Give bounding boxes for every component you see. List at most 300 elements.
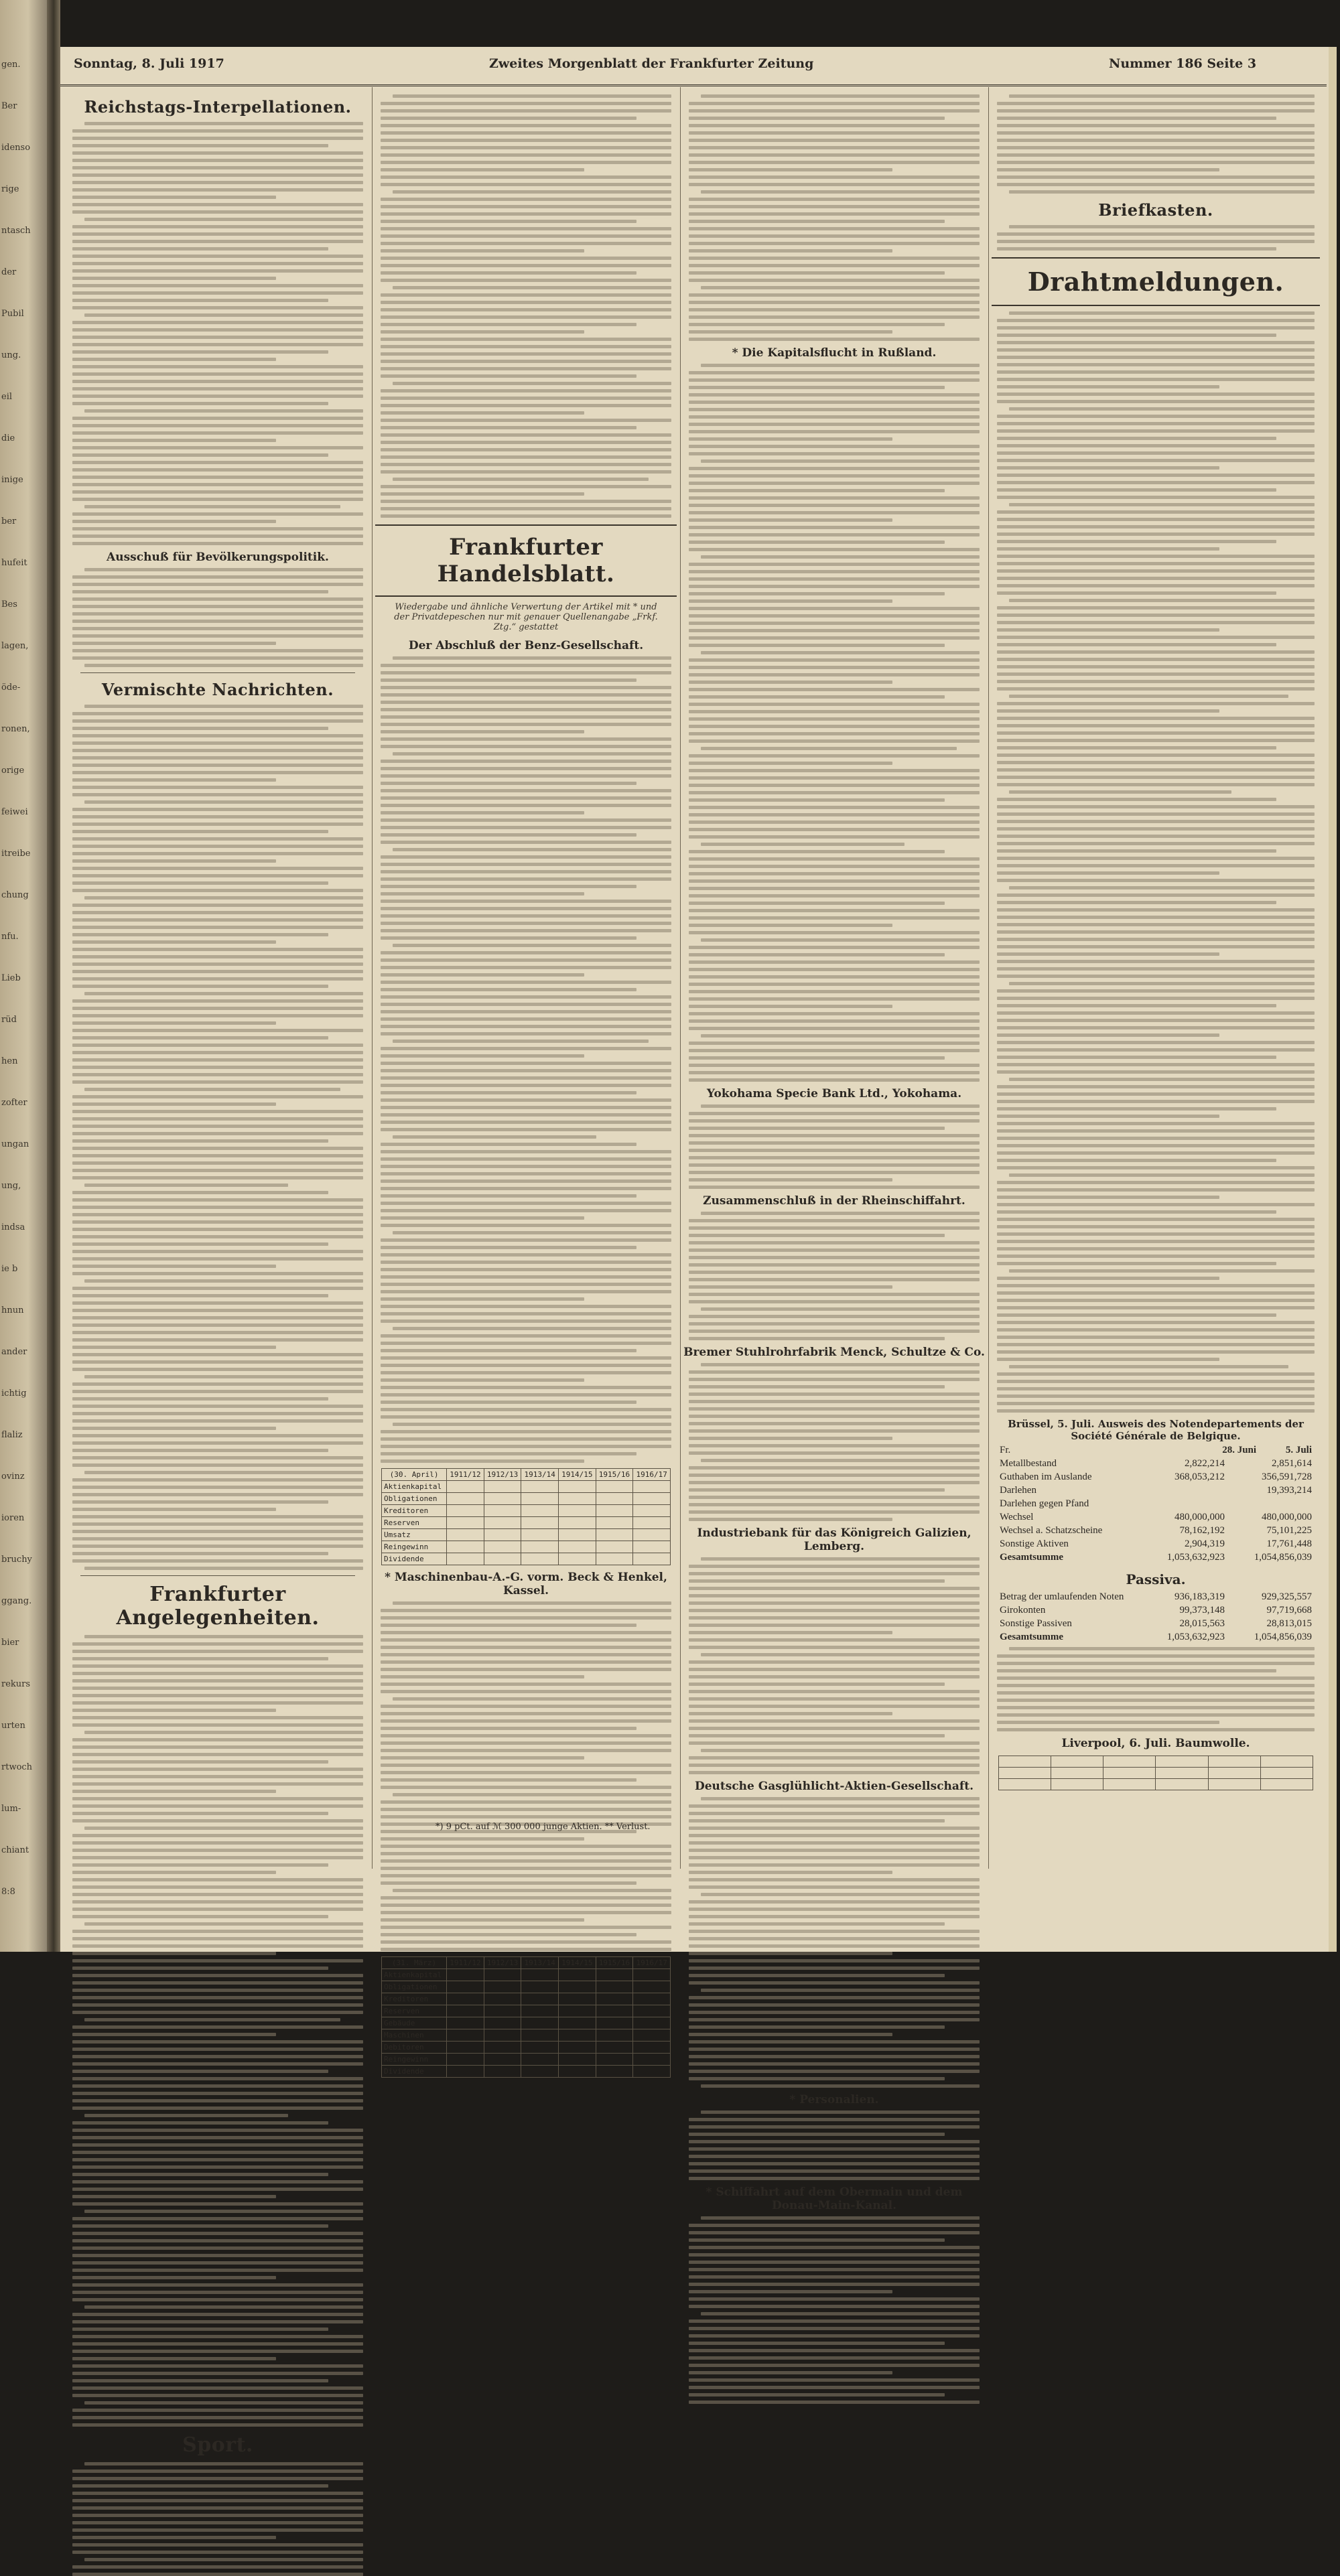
text-line: [84, 2558, 363, 2561]
text-line: [997, 989, 1315, 993]
balance-value-a: 99,373,148: [1179, 1605, 1225, 1616]
text-line: [997, 356, 1315, 359]
text-line: [72, 2313, 363, 2316]
text-line: [689, 695, 945, 699]
table-header-cell: 1911/12: [447, 1469, 484, 1481]
text-line: [72, 1316, 363, 1319]
text-line: [381, 212, 671, 216]
text-line: [689, 1900, 980, 1904]
book-spine: [47, 0, 60, 1952]
table-cell: [1103, 1756, 1156, 1768]
table-row: [382, 1517, 671, 1529]
text-line: [689, 146, 980, 149]
balance-value-a: 2,822,214: [1185, 1458, 1225, 1469]
text-line: [72, 255, 363, 258]
text-line: [689, 1668, 980, 1671]
text-line: [72, 583, 363, 586]
table-cell: [559, 1993, 596, 2005]
text-line: [997, 1262, 1276, 1265]
text-line: [381, 1003, 671, 1006]
text-line: [997, 1033, 1219, 1037]
text-line: [72, 575, 363, 579]
article-title: Industriebank für das Königreich Galizien, Lemberg.: [697, 1526, 972, 1553]
table-cell: [484, 1541, 521, 1553]
text-line: [997, 591, 1276, 595]
text-line: [381, 1918, 584, 1922]
text-line: [689, 857, 980, 861]
text-line: [997, 451, 1315, 455]
text-line: [72, 1191, 328, 1194]
table-cell: [484, 1969, 521, 1981]
table-cell: [596, 2017, 633, 2029]
text-line: [393, 1327, 671, 1330]
text-line: [72, 1937, 363, 1940]
text-line: [72, 1102, 276, 1106]
text-line: [1009, 886, 1315, 889]
text-line: [997, 1358, 1219, 1361]
text-line: [689, 894, 980, 898]
text-line: [72, 1878, 363, 1881]
left-page-fragment: chiant: [1, 1845, 29, 1855]
text-line: [381, 507, 671, 510]
text-line: [701, 1034, 980, 1037]
text-line: [72, 336, 363, 339]
text-line: [689, 2327, 980, 2330]
text-line: [72, 291, 363, 295]
left-page-fragment: der: [1, 267, 17, 277]
table-row: [382, 1505, 671, 1517]
text-line: [689, 1856, 980, 1859]
text-line: [997, 1394, 1315, 1398]
balance-value-a: 1,053,632,923: [1166, 1552, 1225, 1563]
text-line: [72, 1738, 363, 1741]
text-line: [701, 1212, 980, 1215]
adjacent-page-edge: [0, 0, 47, 1952]
text-line: [72, 1723, 363, 1727]
text-line: [72, 749, 363, 752]
text-line: [72, 2269, 363, 2272]
left-page-fragment: hufeit: [1, 558, 27, 568]
text-line: [381, 1216, 584, 1220]
text-line: [72, 1486, 363, 1489]
text-line: [72, 2180, 363, 2184]
text-line: [689, 1572, 980, 1575]
text-line: [381, 671, 671, 674]
text-line: [997, 1706, 1315, 1709]
left-page-fragment: ung,: [1, 1181, 21, 1191]
text-line: [381, 1741, 671, 1745]
table-cell: [559, 1481, 596, 1493]
text-line: [997, 1048, 1315, 1052]
text-line: [689, 1974, 945, 1977]
text-line: [381, 730, 584, 733]
text-line: [72, 2409, 363, 2412]
section-heading: Frankfurter Handelsblatt.: [375, 524, 677, 597]
text-line: [997, 709, 1219, 713]
text-line: [997, 606, 1315, 610]
text-line: [72, 431, 363, 435]
text-line: [997, 319, 1315, 322]
text-line: [381, 855, 671, 859]
text-line: [689, 983, 980, 986]
text-line: [689, 1804, 980, 1808]
text-line: [72, 881, 328, 885]
text-line: [689, 1064, 980, 1067]
text-line: [689, 338, 980, 341]
text-line: [72, 1073, 363, 1076]
text-line: [701, 1989, 980, 1992]
text-line: [381, 1187, 671, 1190]
text-line: [381, 892, 584, 896]
text-line: [381, 1062, 671, 1065]
table-cell: [521, 2017, 559, 2029]
text-line: [72, 859, 276, 863]
text-line: [72, 2232, 363, 2235]
table-cell: [559, 1541, 596, 1553]
text-line: [997, 923, 1315, 926]
text-block: [689, 94, 980, 341]
text-line: [689, 452, 980, 455]
text-line: [72, 1679, 363, 1683]
left-page-fragment: ie b: [1, 1264, 18, 1274]
text-line: [72, 1331, 363, 1334]
table-cell: [447, 2005, 484, 2017]
text-line: [72, 1044, 363, 1047]
text-line: [689, 1322, 980, 1326]
text-line: [689, 916, 980, 920]
text-line: [72, 2202, 363, 2206]
table-cell: [559, 2017, 596, 2029]
text-line: [72, 1353, 363, 1356]
text-line: [689, 1056, 945, 1060]
text-line: [72, 2357, 276, 2360]
text-line: [701, 459, 980, 463]
text-line: [72, 597, 363, 601]
text-line: [393, 190, 671, 194]
text-line: [72, 1427, 276, 1430]
text-line: [381, 1290, 671, 1293]
column-rule: [680, 87, 681, 1869]
text-line: [997, 658, 1315, 661]
text-line: [72, 2143, 363, 2147]
text-line: [997, 1321, 1315, 1324]
text-line: [1009, 982, 1315, 985]
text-line: [72, 2224, 328, 2228]
text-line: [689, 1587, 980, 1590]
text-line: [72, 350, 328, 354]
text-line: [689, 2231, 980, 2234]
balance-value-a: 78,162,192: [1179, 1525, 1225, 1536]
text-line: [689, 2048, 980, 2051]
text-block: [689, 1104, 980, 1189]
text-line: [997, 761, 1315, 764]
text-line: [689, 234, 980, 238]
text-line: [997, 614, 1315, 617]
table-cell: [633, 1481, 671, 1493]
text-line: [381, 774, 671, 778]
text-line: [689, 1481, 980, 1484]
text-line: [997, 849, 1276, 853]
text-line: [84, 1635, 363, 1638]
text-line: [72, 612, 363, 616]
text-line: [72, 845, 363, 848]
text-line: [72, 232, 363, 236]
text-line: [72, 719, 363, 723]
text-block: [381, 1601, 671, 1951]
text-line: [997, 857, 1315, 860]
text-line: [72, 306, 363, 309]
table-cell: [596, 2054, 633, 2066]
text-line: [381, 198, 671, 201]
text-line: [72, 1952, 276, 1955]
text-line: [689, 1930, 980, 1933]
text-line: [689, 1734, 945, 1737]
table-cell: [1208, 1779, 1260, 1790]
financial-table-beck-henkel: [381, 1956, 671, 2078]
balance-row: [1000, 1472, 1312, 1483]
text-line: [997, 805, 1315, 808]
text-line: [997, 628, 1219, 632]
text-line: [997, 1041, 1315, 1044]
table-header-cell: (30. April): [382, 1469, 447, 1481]
table-row: [382, 2066, 671, 2078]
text-line: [689, 953, 945, 956]
text-line: [381, 131, 671, 135]
text-line: [997, 1699, 1315, 1702]
text-line: [997, 864, 1315, 867]
text-line: [689, 754, 980, 758]
text-line: [381, 124, 671, 127]
section-heading: Sport.: [182, 2433, 253, 2457]
balance-value-b: 28,813,015: [1266, 1618, 1312, 1629]
text-line: [72, 837, 363, 841]
text-line: [381, 264, 671, 267]
text-line: [72, 1915, 328, 1918]
text-line: [84, 2462, 363, 2465]
article-title: * Personalien.: [789, 2093, 879, 2106]
text-line: [997, 945, 1315, 948]
text-line: [72, 1650, 363, 1653]
text-line: [997, 1728, 1315, 1731]
text-line: [997, 232, 1315, 236]
text-line: [72, 284, 363, 287]
text-line: [72, 2136, 363, 2139]
text-line: [689, 2003, 980, 2007]
text-line: [1009, 1269, 1315, 1273]
table-cell: [447, 2054, 484, 2066]
text-line: [689, 2386, 980, 2389]
table-row: [382, 1493, 671, 1505]
divider: [80, 672, 355, 673]
text-line: [84, 1471, 363, 1474]
text-line: [381, 1319, 671, 1323]
row-label: Dividende: [382, 1553, 447, 1565]
left-page-fragment: Pubil: [1, 309, 24, 319]
text-block: [689, 2216, 980, 2404]
text-line: [72, 1672, 363, 1675]
text-line: [393, 848, 671, 851]
text-line: [72, 918, 363, 922]
page-edge: [1329, 47, 1337, 1952]
text-line: [381, 951, 671, 954]
text-line: [689, 1697, 980, 1701]
left-page-fragment: die: [1, 433, 15, 443]
table-cell: [447, 2042, 484, 2054]
text-line: [689, 1908, 980, 1911]
text-line: [689, 330, 892, 334]
text-line: [381, 1349, 636, 1352]
text-line: [1009, 311, 1315, 315]
text-line: [381, 1275, 671, 1279]
text-line: [689, 474, 980, 478]
text-line: [72, 1930, 363, 1933]
text-line: [381, 315, 671, 319]
text-line: [689, 378, 980, 382]
text-line: [72, 1753, 363, 1756]
left-page-fragment: lagen,: [1, 641, 29, 651]
text-line: [381, 1690, 671, 1693]
text-line: [689, 2169, 980, 2173]
text-line: [381, 701, 671, 704]
table-cell: [484, 2017, 521, 2029]
text-line: [381, 973, 584, 977]
left-page-fragment: itreibe: [1, 849, 31, 859]
table-cell: [633, 1529, 671, 1541]
text-line: [381, 426, 636, 429]
text-line: [689, 924, 892, 927]
text-line: [72, 1552, 328, 1555]
table-cell: [633, 1981, 671, 1993]
text-line: [381, 1867, 671, 1870]
table-row: [382, 1541, 671, 1553]
text-line: [689, 1488, 945, 1492]
text-line: [381, 1616, 671, 1620]
left-page-fragment: rüd: [1, 1015, 17, 1025]
text-line: [381, 1719, 671, 1723]
text-line: [381, 514, 671, 518]
text-line: [381, 117, 636, 120]
table-cell: [521, 2066, 559, 2078]
text-line: [689, 1727, 980, 1730]
text-line: [381, 338, 671, 341]
text-line: [72, 1110, 363, 1113]
text-line: [381, 220, 636, 223]
text-line: [997, 1291, 1315, 1295]
text-line: [72, 2217, 363, 2220]
text-line: [689, 371, 980, 374]
text-line: [381, 433, 671, 437]
table-cell: [1208, 1768, 1260, 1779]
text-line: [997, 1225, 1315, 1228]
text-line: [997, 650, 1315, 654]
text-line: [72, 1405, 363, 1408]
text-line: [689, 2018, 980, 2021]
table-row: [998, 1768, 1313, 1779]
text-line: [689, 437, 892, 441]
table-row: [382, 2054, 671, 2066]
left-page-fragment: ioren: [1, 1513, 25, 1523]
table-cell: [521, 1505, 559, 1517]
text-line: [997, 1004, 1276, 1007]
text-line: [1009, 1647, 1315, 1650]
text-line: [997, 1166, 1315, 1169]
table-cell: [596, 1993, 633, 2005]
text-line: [689, 1278, 980, 1281]
text-line: [72, 1441, 363, 1445]
text-line: [381, 1896, 671, 1900]
text-line: [689, 2364, 980, 2367]
text-line: [689, 526, 980, 529]
text-line: [997, 584, 1315, 587]
text-line: [997, 555, 1315, 558]
text-line: [689, 109, 980, 113]
text-line: [381, 1459, 584, 1463]
text-line: [72, 2551, 363, 2554]
text-line: [689, 1241, 980, 1244]
balance-value-a: 28,015,563: [1179, 1618, 1225, 1629]
table-cell: [484, 2066, 521, 2078]
table-cell: [633, 2042, 671, 2054]
text-line: [689, 710, 980, 713]
text-line: [689, 1378, 980, 1381]
text-line: [72, 2283, 363, 2287]
left-page-fragment: ber: [1, 516, 17, 526]
text-line: [72, 822, 363, 826]
text-line: [997, 175, 1315, 179]
text-line: [689, 592, 945, 595]
text-line: [381, 1393, 671, 1397]
text-line: [72, 321, 363, 324]
text-line: [72, 534, 363, 538]
left-page-fragment: gen.: [1, 60, 21, 70]
text-line: [997, 643, 1276, 646]
table-cell: [1051, 1768, 1103, 1779]
text-line: [72, 2062, 363, 2066]
text-line: [689, 1812, 980, 1815]
text-line: [381, 1948, 671, 1951]
text-line: [381, 1859, 671, 1863]
text-line: [72, 756, 363, 760]
text-line: [997, 717, 1315, 720]
text-line: [381, 308, 671, 311]
text-line: [84, 705, 363, 708]
balance-label: Girokonten: [1000, 1605, 1046, 1616]
text-line: [72, 778, 276, 782]
table-cell: [447, 1969, 484, 1981]
balance-row: [1000, 1498, 1312, 1510]
text-line: [72, 1493, 363, 1496]
text-line: [381, 1356, 671, 1360]
text-line: [381, 1683, 671, 1686]
text-line: [997, 466, 1219, 470]
balance-value-a: 368,053,212: [1175, 1472, 1225, 1482]
text-line: [381, 1113, 671, 1117]
text-line: [689, 2162, 980, 2165]
text-line: [997, 960, 1315, 963]
table-cell: [484, 1517, 521, 1529]
text-line: [689, 2290, 892, 2293]
text-line: [72, 1500, 328, 1504]
text-line: [381, 153, 671, 157]
table-header-cell: 1914/15: [559, 1469, 596, 1481]
text-line: [381, 1224, 671, 1227]
balance-label: Gesamtsumme: [1000, 1552, 1063, 1563]
text-line: [72, 1235, 363, 1238]
text-line: [72, 1220, 363, 1224]
row-label: Umsatz: [382, 1529, 447, 1541]
text-line: [84, 313, 363, 317]
text-line: [689, 1370, 980, 1374]
